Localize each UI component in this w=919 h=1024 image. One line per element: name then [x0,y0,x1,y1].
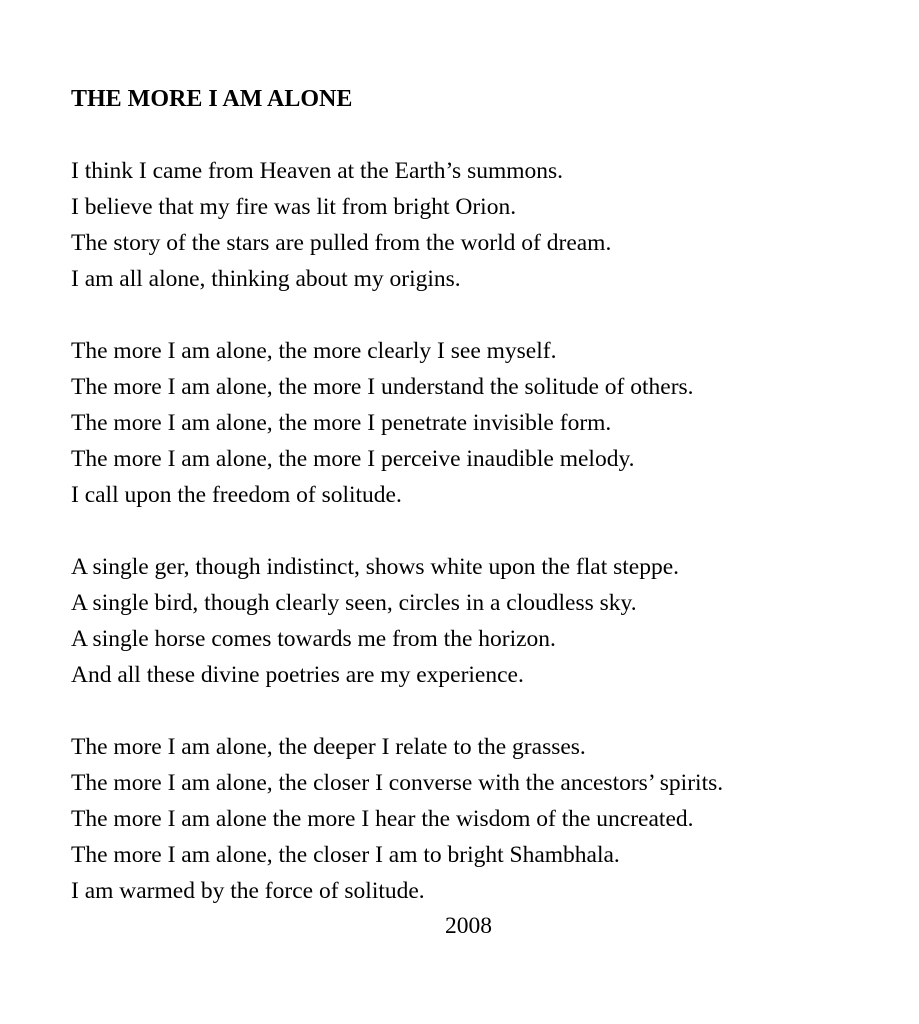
poem-line: The more I am alone, the closer I am to bright Shambhala. [71,842,620,868]
poem-line: The story of the stars are pulled from the world of dream. [71,230,612,256]
poem-line: A single horse comes towards me from the horizon. [71,626,556,652]
stanza-1 [71,153,891,297]
poem-line: The more I am alone the more I hear the wisdom of the uncreated. [71,806,694,832]
poem-line: A single ger, though indistinct, shows white upon the flat steppe. [71,554,680,580]
poem-line: The more I am alone, the more I perceive inaudible melody. [71,446,635,472]
poem-line: I believe that my fire was lit from bright Orion. [71,194,517,220]
poem-line: The more I am alone, the more clearly I see myself. [71,338,557,364]
stanza-4 [71,729,891,909]
poem-page [71,83,891,945]
stanza-2 [71,333,891,513]
poem-year: 2008 [445,913,492,939]
poem-line: I think I came from Heaven at the Earth’s summons. [71,158,564,184]
poem-title: THE MORE I AM ALONE [71,86,353,112]
poem-line: The more I am alone, the deeper I relate to the grasses. [71,734,586,760]
poem-line: I call upon the freedom of solitude. [71,482,402,508]
poem-line: And all these divine poetries are my experience. [71,662,524,688]
poem-line: I am warmed by the force of solitude. [71,878,425,904]
poem-line: The more I am alone, the more I penetrate invisible form. [71,410,612,436]
poem-line: I am all alone, thinking about my origins. [71,266,461,292]
poem-line: The more I am alone, the closer I converse with the ancestors’ spirits. [71,770,724,796]
poem-line: A single bird, though clearly seen, circles in a cloudless sky. [71,590,637,616]
stanza-3 [71,549,891,693]
poem-line: The more I am alone, the more I understand the solitude of others. [71,374,694,400]
